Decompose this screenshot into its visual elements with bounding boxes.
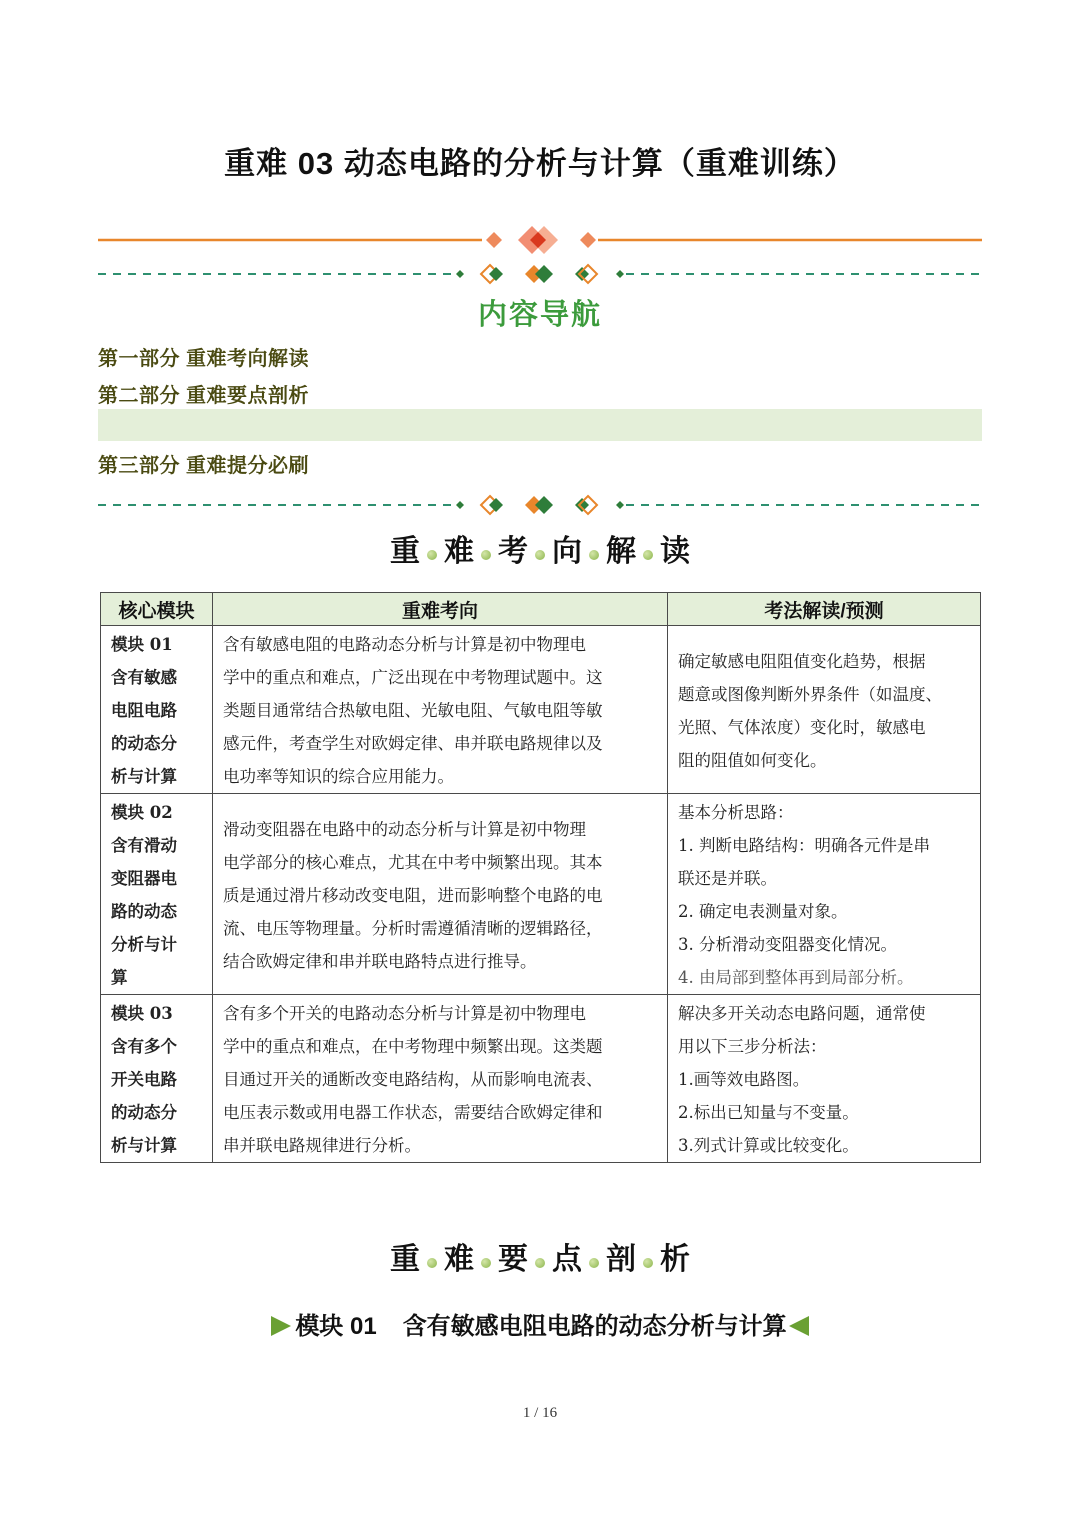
title-char: 解 (606, 535, 636, 568)
method-line: 3. 分析滑动变阻器变化情况。 (678, 935, 897, 954)
desc-line: 含有敏感电阻的电路动态分析与计算是初中物理电 (223, 635, 586, 654)
title-char: 读 (660, 535, 690, 568)
page-number: 1 / 16 (522, 1405, 558, 1421)
method-cell (668, 626, 981, 794)
module-line: 模块 03 (111, 1004, 173, 1023)
section-title-kaoxiang (0, 526, 1080, 570)
module-line: 模块 02 (111, 803, 173, 822)
desc-line: 电压表示数或用电器工作状态，需要结合欧姆定律和 (223, 1103, 603, 1122)
desc-line: 电学部分的核心难点，尤其在中考中频繁出现。其本 (223, 852, 603, 872)
dot-icon (427, 1258, 437, 1268)
nav-item-part2[interactable]: 第二部分 重难要点剖析 (98, 385, 310, 407)
method-cell (668, 794, 981, 995)
desc-line: 学中的重点和难点，在中考物理中频繁出现。这类题 (223, 1037, 603, 1056)
desc-line: 含有多个开关的电路动态分析与计算是初中物理电 (223, 1004, 586, 1023)
dot-icon (643, 550, 653, 560)
nav-item-part1[interactable]: 第一部分 重难考向解读 (98, 348, 310, 370)
document-title: 重难 03 动态电路的分析与计算（重难训练） (224, 146, 856, 181)
module-line: 模块 01 (111, 635, 173, 654)
nav-highlight-band (98, 409, 982, 441)
method-line: 2.标出已知量与不变量。 (678, 1103, 859, 1122)
description-cell (213, 626, 668, 794)
method-line: 题意或图像判断外界条件（如温度、 (678, 684, 942, 704)
header-cell: 重难考向 (213, 593, 668, 626)
title-char: 重 (390, 1243, 420, 1276)
method-line: 用以下三步分析法： (678, 1037, 827, 1056)
module-line: 算 (111, 968, 128, 987)
method-line: 解决多开关动态电路问题，通常使 (678, 1004, 926, 1023)
module-line: 的动态分 (111, 734, 177, 753)
desc-line: 质是通过滑片移动改变电阻，进而影响整个电路的电 (223, 885, 603, 905)
dot-icon (481, 1258, 491, 1268)
method-line: 确定敏感电阻阻值变化趋势，根据 (678, 651, 926, 671)
module-heading-number: 模块 01 (295, 1313, 377, 1340)
desc-line: 串并联电路规律进行分析。 (223, 1136, 421, 1155)
method-cell (668, 995, 981, 1163)
title-char: 剖 (606, 1243, 636, 1276)
dashed-divider (98, 262, 982, 286)
desc-line: 电功率等知识的综合应用能力。 (223, 767, 454, 786)
title-char: 考 (498, 535, 528, 568)
title-char: 难 (444, 535, 474, 568)
table-row (101, 794, 981, 995)
method-line: 1. 判断电路结构：明确各元件是串 (678, 836, 930, 855)
dot-icon (481, 550, 491, 560)
title-char: 难 (444, 1243, 474, 1276)
nav-heading: 内容导航 (477, 299, 602, 331)
module-heading-title: 含有敏感电阻电路的动态分析与计算 (402, 1313, 787, 1340)
desc-line: 流、电压等物理量。分析时需遵循清晰的逻辑路径， (223, 918, 603, 938)
title-char: 向 (552, 535, 582, 568)
method-line: 光照、气体浓度）变化时，敏感电 (678, 717, 926, 737)
module-line: 析与计算 (111, 1136, 177, 1155)
module-line: 路的动态 (111, 902, 177, 921)
desc-line: 滑动变阻器在电路中的动态分析与计算是初中物理 (223, 819, 586, 839)
dot-icon (643, 1258, 653, 1268)
section-title-yaodian (0, 1234, 1080, 1278)
arrow-left-icon (789, 1316, 809, 1336)
table-row (101, 626, 981, 794)
module-line: 析与计算 (111, 767, 177, 786)
dot-icon (535, 1258, 545, 1268)
module-line: 含有敏感 (111, 668, 177, 687)
module-cell (101, 995, 213, 1163)
title-char: 析 (660, 1243, 690, 1276)
method-line: 3.列式计算或比较变化。 (678, 1136, 859, 1155)
method-line: 基本分析思路： (678, 803, 794, 822)
module-line: 电阻电路 (111, 701, 177, 720)
analysis-table (100, 592, 981, 1163)
desc-line: 类题目通常结合热敏电阻、光敏电阻、气敏电阻等敏 (223, 701, 603, 720)
module-line: 含有多个 (111, 1037, 177, 1056)
module-line: 的动态分 (111, 1103, 177, 1122)
dot-icon (589, 1258, 599, 1268)
title-char: 点 (552, 1243, 582, 1276)
module-cell (101, 794, 213, 995)
method-line: 2. 确定电表测量对象。 (678, 902, 848, 921)
title-char: 要 (498, 1243, 528, 1276)
desc-line: 目通过开关的通断改变电路结构，从而影响电流表、 (223, 1070, 603, 1089)
header-cell: 考法解读/预测 (668, 593, 981, 626)
module-line: 含有滑动 (111, 836, 177, 855)
method-line: 4. 由局部到整体再到局部分析。 (678, 968, 914, 987)
desc-line: 学中的重点和难点，广泛出现在中考物理试题中。这 (223, 668, 603, 687)
arrow-right-icon (271, 1316, 291, 1336)
method-line: 1.画等效电路图。 (678, 1070, 810, 1089)
dot-icon (427, 550, 437, 560)
module-line: 分析与计 (111, 935, 177, 954)
dashed-divider (98, 493, 982, 517)
dot-icon (535, 550, 545, 560)
ornament-divider (98, 222, 982, 258)
description-cell (213, 995, 668, 1163)
table-row (101, 995, 981, 1163)
header-cell: 核心模块 (101, 593, 213, 626)
method-line: 联还是并联。 (678, 869, 777, 888)
module-line: 变阻器电 (111, 869, 177, 888)
description-cell (213, 794, 668, 995)
desc-line: 结合欧姆定律和串并联电路特点进行推导。 (223, 951, 537, 971)
module-line: 开关电路 (111, 1070, 177, 1089)
method-line: 阻的阻值如何变化。 (678, 750, 827, 770)
module-cell (101, 626, 213, 794)
module-heading (0, 1306, 1080, 1341)
dot-icon (589, 550, 599, 560)
desc-line: 感元件，考查学生对欧姆定律、串并联电路规律以及 (223, 734, 603, 753)
nav-item-part3[interactable]: 第三部分 重难提分必刷 (98, 455, 310, 477)
title-char: 重 (390, 535, 420, 568)
table-header-row (101, 593, 981, 626)
